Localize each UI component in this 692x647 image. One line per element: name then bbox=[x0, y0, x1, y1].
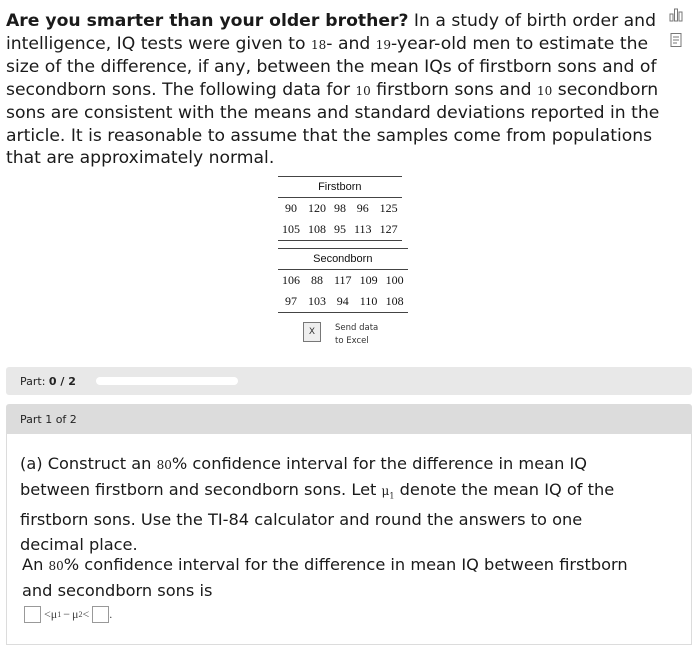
part-header-label: Part 1 of 2 bbox=[20, 413, 77, 426]
send-to-excel-button[interactable] bbox=[303, 322, 378, 348]
upper-bound-input[interactable] bbox=[92, 606, 109, 623]
problem-statement: Are you smarter than your older brother? In a study of birth order and intelligence, IQ tests were given to 18- and 19-year-old men to estimate the size of the difference, if any, between the mean IQs of firstborn sons and of secondborn sons. The following data for 10 firstborn sons and 10 secondborn sons are consistent with the means and standard deviations reported in the article. It is reasonable to assume that the samples come from populations that are approximately normal. bbox=[6, 11, 660, 168]
answer-prompt: An 80% confidence interval for the difference in mean IQ between firstborn and secondborn sons is bbox=[22, 555, 628, 600]
secondborn-table-wrap bbox=[278, 248, 408, 313]
firstborn-table bbox=[278, 176, 402, 241]
excel-icon: X bbox=[303, 322, 321, 342]
part-header bbox=[6, 404, 692, 434]
problem-title: Are you smarter than your older brother? bbox=[6, 11, 409, 31]
secondborn-header: Secondborn bbox=[278, 249, 408, 270]
firstborn-table-wrap bbox=[278, 176, 402, 241]
table-row: 106 88 117 109 100 bbox=[282, 273, 404, 287]
question-text: (a) Construct an 80% confidence interval for the difference in mean IQ between firstborn and secondborn sons. Let $\mu_1$ denote the mean IQ of the firstborn sons. Use the TI-84 calculator and round the answers to one decimal place. bbox=[20, 454, 615, 554]
table-row: 90 120 98 96 125 bbox=[285, 201, 398, 215]
secondborn-table bbox=[278, 248, 408, 313]
table-row: 97 103 94 110 108 bbox=[278, 291, 408, 313]
send-to-excel-label: Send data to Excel bbox=[335, 323, 379, 346]
firstborn-header: Firstborn bbox=[278, 177, 402, 198]
table-row: 105 108 95 113 127 bbox=[278, 219, 402, 241]
chart-icon[interactable] bbox=[668, 6, 684, 22]
confidence-interval-answer: < μ 1 − μ 2 < . bbox=[24, 606, 112, 623]
side-toolbar bbox=[664, 4, 688, 58]
progress-track bbox=[96, 377, 238, 385]
lower-bound-input[interactable] bbox=[24, 606, 41, 623]
part-progress-count: 0 / 2 bbox=[48, 375, 76, 388]
mu1-symbol: $\mu_1$ bbox=[381, 483, 395, 500]
part-progress-bar: Part: 0 / 2 bbox=[6, 367, 692, 395]
notes-icon[interactable] bbox=[668, 32, 684, 48]
